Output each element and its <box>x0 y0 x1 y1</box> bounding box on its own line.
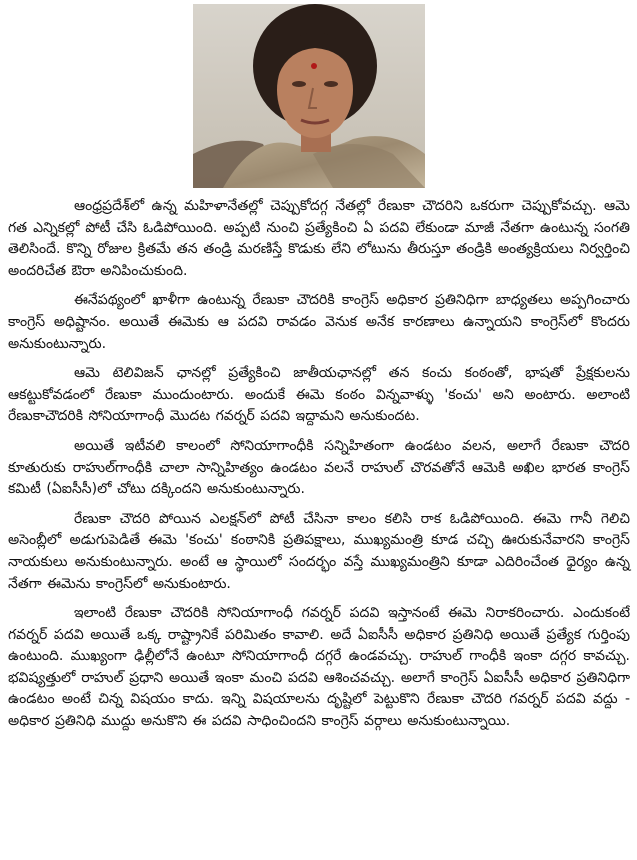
paragraph: అయితే ఇటీవలి కాలంలో సోనియాగాంధీకి సన్నిహితంగా ఉండటం వలన, అలాగే రేణుకా చౌదరి కూతురుకు రాహుల్‌గాంధీకి చాలా సాన్నిహిత్యం ఉండటం వలనే రాహుల్ చొరవతోనే ఆమెకి అఖిల భారత కాంగ్రెస్ కమిటీ (ఏఐసీసీ)లో చోటు దక్కిందని అనుకుంటున్నారు. <box>8 437 630 498</box>
paragraph: ఇలాంటి రేణుకా చౌదరికి సోనియాగాంధీ గవర్నర్ పదవి ఇస్తానంటే ఈమె నిరాకరించారు. ఎందుకంటే గవర్నర్ పదవి అయితే ఒక్క రాష్ట్రానికే పరిమితం కావాలి. అదే ఏఐసీసీ అధికార ప్రతినిధి అయితే ప్రత్యేక గుర్తింపు ఉంటుంది. ముఖ్యంగా ఢిల్లీలోనే ఉంటూ సోనియాగాంధీ దగ్గరే ఉండవచ్చు. రాహుల్ గాంధీకి ఇంకా దగ్గర కావచ్చు. భవిష్యత్తులో రాహుల్ ప్రధాని అయితే ఇంకా మంచి పదవి ఆశించవచ్చు. అలాగే కాంగ్రెస్ ఏఐసీసీ అధికార ప్రతినిధిగా ఉండటం అంటే చిన్న విషయం కాదు. ఇన్ని విషయాలను దృష్టిలో పెట్టుకొని రేణుకా చౌదరి గవర్నర్ పదవి వద్దు - అధికార ప్రతినిధి ముద్దు అనుకొని ఈ పదవి సాధించిందని కాంగ్రెస్ వర్గాలు అనుకుంటున్నాయి. <box>8 605 630 730</box>
paragraph: రేణుకా చౌదరి పోయిన ఎలక్షన్‌లో పోటీ చేసినా కాలం కలిసి రాక ఓడిపోయింది. ఈమె గానీ గెలిచి అసెంబ్లీలో అడుగుపెడితే ఈమె 'కంచు' కంఠానికి ప్రతిపక్షాలు, ముఖ్యమంత్రి కూడ చచ్చి ఊరుకునేవారని కాంగ్రెస్ నాయకులు అనుకుంటున్నారు. అంటే ఆ స్థాయిలో సందర్భం వస్తే ముఖ్యమంత్రిని కూడా ఎదిరించేంత ధైర్యం ఉన్న నేతగా ఈమెను కాంగ్రెస్‌లో అనుకుంటారు. <box>8 510 630 592</box>
paragraph: ఆమె టెలివిజన్ ఛానల్లో ప్రత్యేకించి జాతీయఛానల్లో తన కంచు కంఠంతో, భాషతో ప్రేక్షకులను ఆకట్టుకోవడంలో రేణుకా ముందుంటారు. అందుకే ఈమె కంఠం విన్నవాళ్ళు 'కంచు' అని అంటారు. అలాంటి రేణుకాచౌదరికి సోనియాగాంధీ మొదట గవర్నర్ పదవి ఇద్దామని అనుకుందట. <box>8 365 630 425</box>
portrait-photo <box>193 4 425 188</box>
article-body <box>8 196 630 741</box>
paragraph: ఆంధ్రప్రదేశ్‌లో ఉన్న మహిళానేతల్లో చెప్పుకోదగ్గ నేతల్లో రేణుకా చౌదరిని ఒకరుగా చెప్పుకోవచ్చు. ఆమె గత ఎన్నికల్లో పోటీ చేసి ఓడిపోయింది. అప్పటి నుంచి ప్రత్యేకించి ఏ పదవి లేకుండా మాజీ నేతగా ఉంటున్న సంగతి తెలిసిందే. కొన్ని రోజుల క్రితమే తన తండ్రి మరణిస్తే కొడుకు లేని లోటును తీరుస్తూ తండ్రికి అంత్యక్రియలు నిర్వర్తించి అందరిచేత ఔరా అనిపించుకుంది. <box>8 198 630 279</box>
portrait-illustration <box>193 4 425 188</box>
paragraph: ఈనేపథ్యంలో ఖాళీగా ఉంటున్న రేణుకా చౌదరికి కాంగ్రెస్ అధికార ప్రతినిధిగా బాధ్యతలు అప్పగించారు కాంగ్రెస్ అధిష్టానం. అయితే ఈమెకు ఆ పదవి రావడం వెనుక అనేక కారణాలు ఉన్నాయని కాంగ్రెస్‌లో కొందరు అనుకుంటున్నారు. <box>8 292 630 352</box>
